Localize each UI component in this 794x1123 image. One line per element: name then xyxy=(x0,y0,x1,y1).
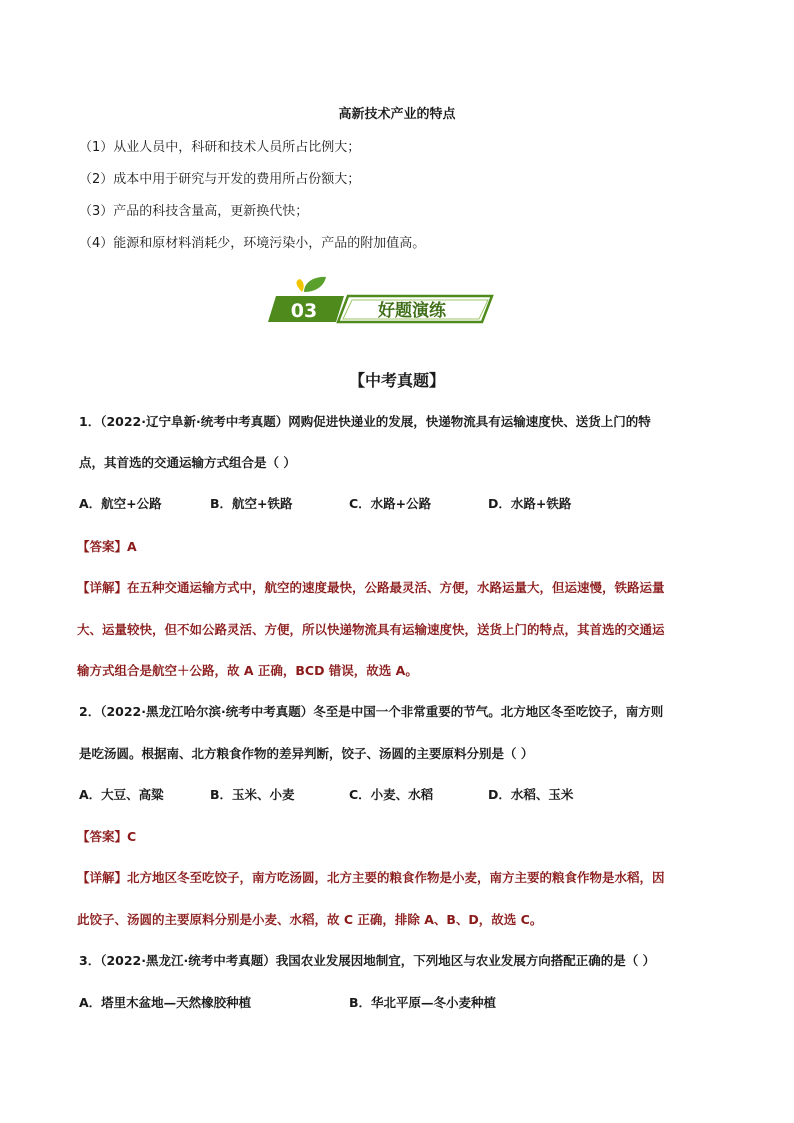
q1-detail-3: 输方式组合是航空＋公路，故 A 正确，BCD 错误，故选 A。 xyxy=(77,663,418,678)
q1-option-b: B．航空+铁路 xyxy=(210,496,293,511)
leaf-icon xyxy=(297,277,327,292)
q2-detail-1: 【详解】北方地区冬至吃饺子，南方吃汤圆，北方主要的粮食作物是小麦，南方主要的粮食作物是水稻，因 xyxy=(77,870,665,885)
section-title: 高新技术产业的特点 xyxy=(338,107,456,122)
q2-answer: 【答案】C xyxy=(77,829,137,844)
q2-option-b: B．玉米、小麦 xyxy=(210,787,295,802)
q1-option-a: A．航空+公路 xyxy=(79,496,162,511)
q2-line-2: 是吃汤圆。根据南、北方粮食作物的差异判断，饺子、汤圆的主要原料分别是（ ） xyxy=(79,746,534,761)
q3-line-1: 3．（2022·黑龙江·统考中考真题）我国农业发展因地制宜，下列地区与农业发展方向搭配正确的是（ ） xyxy=(79,953,656,968)
q1-option-c: C．水路+公路 xyxy=(349,496,432,511)
q2-line-1: 2．（2022·黑龙江哈尔滨·统考中考真题）冬至是中国一个非常重要的节气。北方地区冬至吃饺子，南方则 xyxy=(79,704,664,719)
exam-heading: 【中考真题】 xyxy=(348,371,445,390)
q1-answer: 【答案】A xyxy=(77,539,137,554)
q3-option-b: B．华北平原—冬小麦种植 xyxy=(349,995,497,1010)
point-3: （3）产品的科技含量高，更新换代快； xyxy=(79,204,309,219)
q1-detail-2: 大、运量较快，但不如公路灵活、方便，所以快递物流具有运输速度快，送货上门的特点，其首选的交通运 xyxy=(77,622,665,637)
q1-line-2: 点，其首选的交通运输方式组合是（ ） xyxy=(79,455,296,470)
point-1: （1）从业人员中，科研和技术人员所占比例大； xyxy=(79,140,361,155)
banner-number: 03 xyxy=(290,300,318,322)
q2-option-a: A．大豆、高粱 xyxy=(79,787,164,802)
q1-detail-1: 【详解】在五种交通运输方式中，航空的速度最快，公路最灵活、方便，水路运量大，但运速慢，铁路运量 xyxy=(77,580,665,595)
q2-detail-2: 此饺子、汤圆的主要原料分别是小麦、水稻，故 C 正确，排除 A、B、D，故选 C。 xyxy=(77,912,543,927)
banner-label: 好题演练 xyxy=(378,301,446,321)
point-2: （2）成本中用于研究与开发的费用所占份额大； xyxy=(79,172,361,187)
q3-option-a: A．塔里木盆地—天然橡胶种植 xyxy=(79,995,252,1010)
q1-line-1: 1．（2022·辽宁阜新·统考中考真题）网购促进快递业的发展，快递物流具有运输速度快、送货上门的特 xyxy=(79,414,651,429)
section-banner xyxy=(266,274,496,326)
q2-option-d: D．水稻、玉米 xyxy=(488,787,574,802)
q2-option-c: C．小麦、水稻 xyxy=(349,787,434,802)
point-4: （4）能源和原材料消耗少，环境污染小，产品的附加值高。 xyxy=(79,236,426,251)
q1-option-d: D．水路+铁路 xyxy=(488,496,572,511)
